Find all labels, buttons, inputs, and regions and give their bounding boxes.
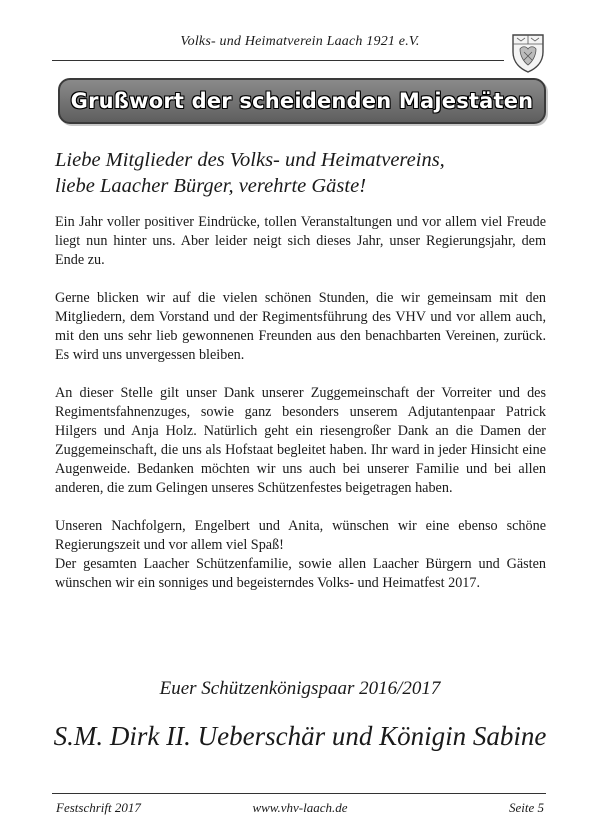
paragraph: Der gesamten Laacher Schützenfamilie, sowie allen Laacher Bürgern und Gästen wünschen wir ein sonniges und begeisterndes Volks- und Heimatfest 2017. <box>55 556 546 591</box>
paragraph: Gerne blicken wir auf die vielen schönen Stunden, die wir gemeinsam mit den Mitgliedern, dem Vorstand und der Regimentsführung des VHV und vor allem auch, mit den uns sehr lieb gewonnenen Freunden aus den benachbarten Vereinen, zurück. Es wird uns unvergessen bleiben. <box>55 290 546 363</box>
paragraph: An dieser Stelle gilt unser Dank unserer Zuggemeinschaft der Vorreiter und des Regimentsfahnenzuges, sowie ganz besonders unserem Adjutantenpaar Patrick Hilgers und Anja Holz. Natürlich geht ein riesengroßer Dank an die Damen der Zuggemeinschaft, die uns als Hofstaat begleitet haben. Ihr ward in jeder Hinsicht eine Augenweide. Bedanken möchten wir uns auch bei unserer Familie und bei allen anderen, die zum Gelingen unseres Schützenfestes beigetragen haben. <box>55 385 546 496</box>
footer-publication: Festschrift 2017 <box>56 800 141 815</box>
paragraph: Unseren Nachfolgern, Engelbert und Anita, wünschen wir eine ebenso schöne Regierungszeit und vor allem viel Spaß! <box>55 518 546 553</box>
salutation-line: Liebe Mitglieder des Volks- und Heimatvereins, <box>55 149 445 171</box>
banner-title: Grußwort der scheidenden Majestäten <box>70 89 534 113</box>
header-divider <box>52 60 504 61</box>
closing-line: Euer Schützenkönigspaar 2016/2017 <box>159 678 441 699</box>
footer-website: www.vhv-laach.de <box>252 800 348 815</box>
letter-body <box>55 213 546 593</box>
paragraph: Ein Jahr voller positiver Eindrücke, tollen Veranstaltungen und vor allem viel Freude liegt nun hinter uns. Aber leider neigt sich dieses Jahr, unser Regierungsjahr, dem Ende zu. <box>55 214 546 268</box>
salutation-line: liebe Laacher Bürger, verehrte Gäste! <box>55 175 367 197</box>
salutation <box>55 147 555 199</box>
signature: S.M. Dirk II. Ueberschär und Königin Sabine <box>53 721 547 751</box>
footer-divider <box>52 793 546 794</box>
title-banner <box>58 78 546 124</box>
page-number: Seite 5 <box>508 800 544 815</box>
coat-of-arms-icon <box>510 32 546 74</box>
header-title: Volks- und Heimatverein Laach 1921 e.V. <box>180 34 420 49</box>
